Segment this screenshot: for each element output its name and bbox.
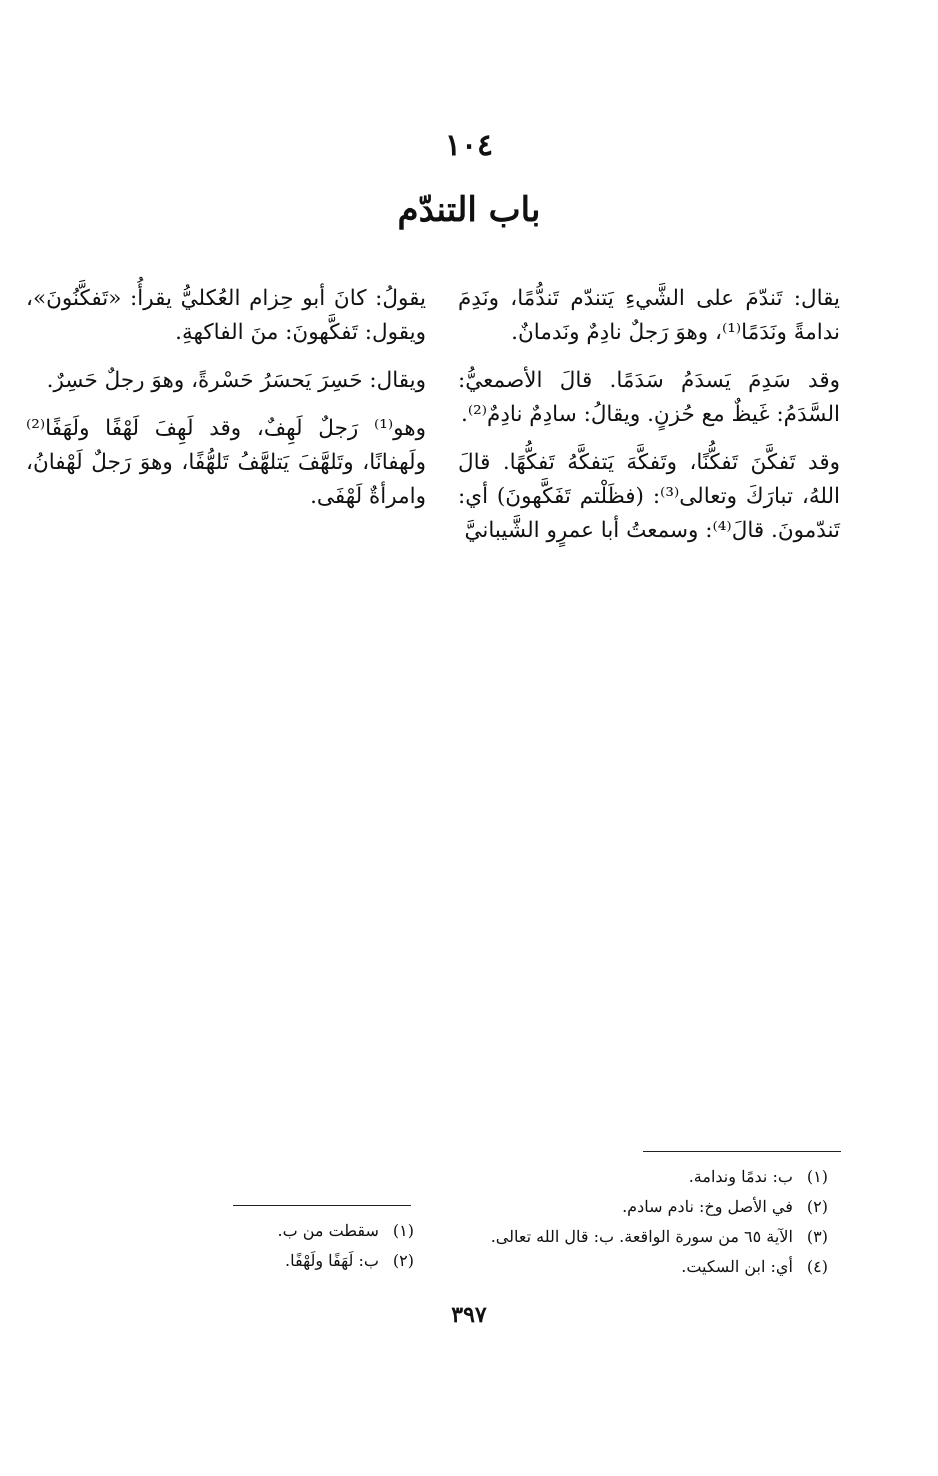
text-column-left (26, 282, 426, 528)
text-column-right (458, 282, 840, 562)
footnote-number: (١) (392, 1221, 414, 1240)
footnote-item (430, 1222, 828, 1252)
footnote-divider-left (233, 1205, 411, 1206)
paragraph: يقال: تَندّمَ على الشَّيءِ يَتندّم تَندُّمًا، ونَدِمَ ندامةً ونَدَمًا⁽¹⁾، وهوَ رَجلٌ نادِمٌ ونَدمانٌ. (458, 286, 840, 345)
page-number: ٣٩٧ (451, 1302, 487, 1328)
footnote-text: أي: ابن السكيت. (681, 1257, 793, 1276)
paragraph: يقولُ: كانَ أبو حِزام العُكليُّ يقرأُ: «تَفكَّنُونَ»، ويقول: تَفكَّهونَ: منَ الفاكهةِ. (26, 286, 426, 345)
footnote-text: في الأصل وخ: نادم سادم. (622, 1197, 793, 1216)
footnote-number: (٢) (392, 1251, 414, 1270)
footnote-text: ب: لَهَفًا ولَهْفًا. (285, 1251, 379, 1270)
footnote-item (430, 1162, 828, 1192)
footnote-item (150, 1246, 414, 1276)
footnote-number: (٢) (806, 1197, 828, 1216)
footnote-item (150, 1216, 414, 1246)
footnote-divider-right (643, 1151, 841, 1152)
chapter-title: باب التندّم (397, 190, 541, 230)
footnote-number: (٤) (806, 1257, 828, 1276)
paragraph: وقد سَدِمَ يَسدَمُ سَدَمًا. قالَ الأصمعيُّ: السَّدَمُ: غَيظٌ مع حُزنٍ. ويقالُ: سادِمٌ نادِمٌ⁽²⁾. (458, 368, 840, 427)
footnotes-right (430, 1162, 828, 1282)
footnote-text: الآية ٦٥ من سورة الواقعة. ب: قال الله تعالى. (490, 1227, 793, 1246)
footnote-item (430, 1252, 828, 1282)
footnotes-left (150, 1216, 414, 1276)
paragraph: وهو⁽¹⁾ رَجلٌ لَهِفٌ، وقد لَهِفَ لَهْفًا ولَهَفًا⁽²⁾ ولَهفانًا، وتَلهَّفَ يَتلهَّفُ تَلهُّفًا، وهوَ رَجلٌ لَهْفانُ، وامرأةٌ لَهْفَى. (26, 416, 426, 509)
paragraph: وقد تَفكَّنَ تَفكُّنًا، وتَفكَّهَ يَتفكَّهُ تَفكُّهًا. قالَ اللهُ، تبارَكَ وتعالى⁽³⁾: (فظَلْتم تَفَكَّهونَ) أي: تَندّمونَ. قالَ⁽⁴⁾: وسمعتُ أبا عمرٍو الشَّيبانيَّ (458, 450, 840, 543)
footnote-text: سقطت من ب. (277, 1221, 379, 1240)
footnote-item (430, 1192, 828, 1222)
paragraph: ويقال: حَسِرَ يَحسَرُ حَسْرةً، وهوَ رجلٌ حَسِرٌ. (46, 368, 426, 393)
footnote-text: ب: ندمًا وندامة. (688, 1167, 793, 1186)
footnote-number: (٣) (806, 1227, 828, 1246)
footnote-number: (١) (806, 1167, 828, 1186)
chapter-number: ١٠٤ (444, 128, 494, 163)
